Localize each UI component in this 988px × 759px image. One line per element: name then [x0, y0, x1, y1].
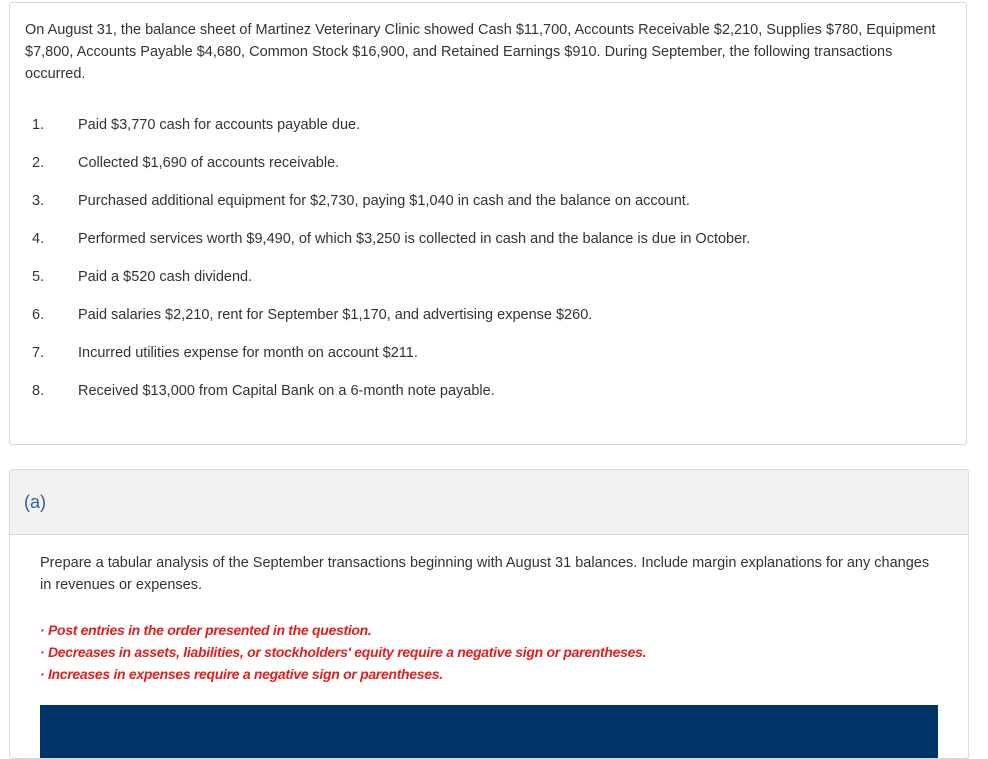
part-a-card: [9, 469, 969, 759]
list-item: [10, 305, 966, 343]
list-item: [10, 153, 966, 191]
problem-intro: On August 31, the balance sheet of Martinez Veterinary Clinic showed Cash $11,700, Accounts Receivable $2,210, Supplies $780, Equipment $7,800, Accounts Payable $4,680, Common Stock $16,900, and Retained Earnings $910. During September, the following transactions occurred.: [25, 22, 936, 82]
transaction-text: Paid a $520 cash dividend.: [78, 269, 253, 285]
note-item: · Post entries in the order presented in the question.: [40, 622, 372, 638]
transaction-text: Incurred utilities expense for month on account $211.: [78, 345, 418, 361]
problem-card: [9, 2, 967, 445]
transaction-number: 7.: [32, 345, 45, 361]
transaction-text: Received $13,000 from Capital Bank on a 6-month note payable.: [78, 383, 495, 399]
list-item: [10, 381, 966, 419]
part-a-instructions: Prepare a tabular analysis of the September transactions beginning with August 31 balances. Include margin explanations for any changes in revenues or expenses.: [40, 555, 930, 593]
transaction-text: Purchased additional equipment for $2,730, paying $1,040 in cash and the balance on account.: [78, 193, 690, 209]
transaction-text: Paid salaries $2,210, rent for September $1,170, and advertising expense $260.: [78, 307, 593, 323]
transaction-number: 5.: [32, 269, 45, 285]
transaction-number: 3.: [32, 193, 45, 209]
transaction-number: 2.: [32, 155, 45, 171]
transaction-number: 6.: [32, 307, 45, 323]
note-item: · Decreases in assets, liabilities, or stockholders' equity require a negative sign or parentheses.: [40, 644, 647, 660]
part-a-header: [10, 470, 968, 535]
tabular-analysis-table-header: [40, 705, 938, 759]
instruction-notes: [40, 619, 940, 685]
list-item: [10, 343, 966, 381]
transaction-number: 1.: [32, 117, 45, 133]
transaction-number: 4.: [32, 231, 45, 247]
list-item: [10, 191, 966, 229]
transaction-text: Paid $3,770 cash for accounts payable due.: [78, 117, 361, 133]
list-item: [10, 115, 966, 153]
transaction-text: Performed services worth $9,490, of which $3,250 is collected in cash and the balance is due in October.: [78, 231, 751, 247]
part-a-label: (a): [24, 492, 46, 512]
list-item: [10, 267, 966, 305]
list-item: [10, 229, 966, 267]
note-item: · Increases in expenses require a negative sign or parentheses.: [40, 666, 443, 682]
transaction-number: 8.: [32, 383, 45, 399]
transaction-text: Collected $1,690 of accounts receivable.: [78, 155, 340, 171]
transaction-list: [10, 115, 966, 419]
